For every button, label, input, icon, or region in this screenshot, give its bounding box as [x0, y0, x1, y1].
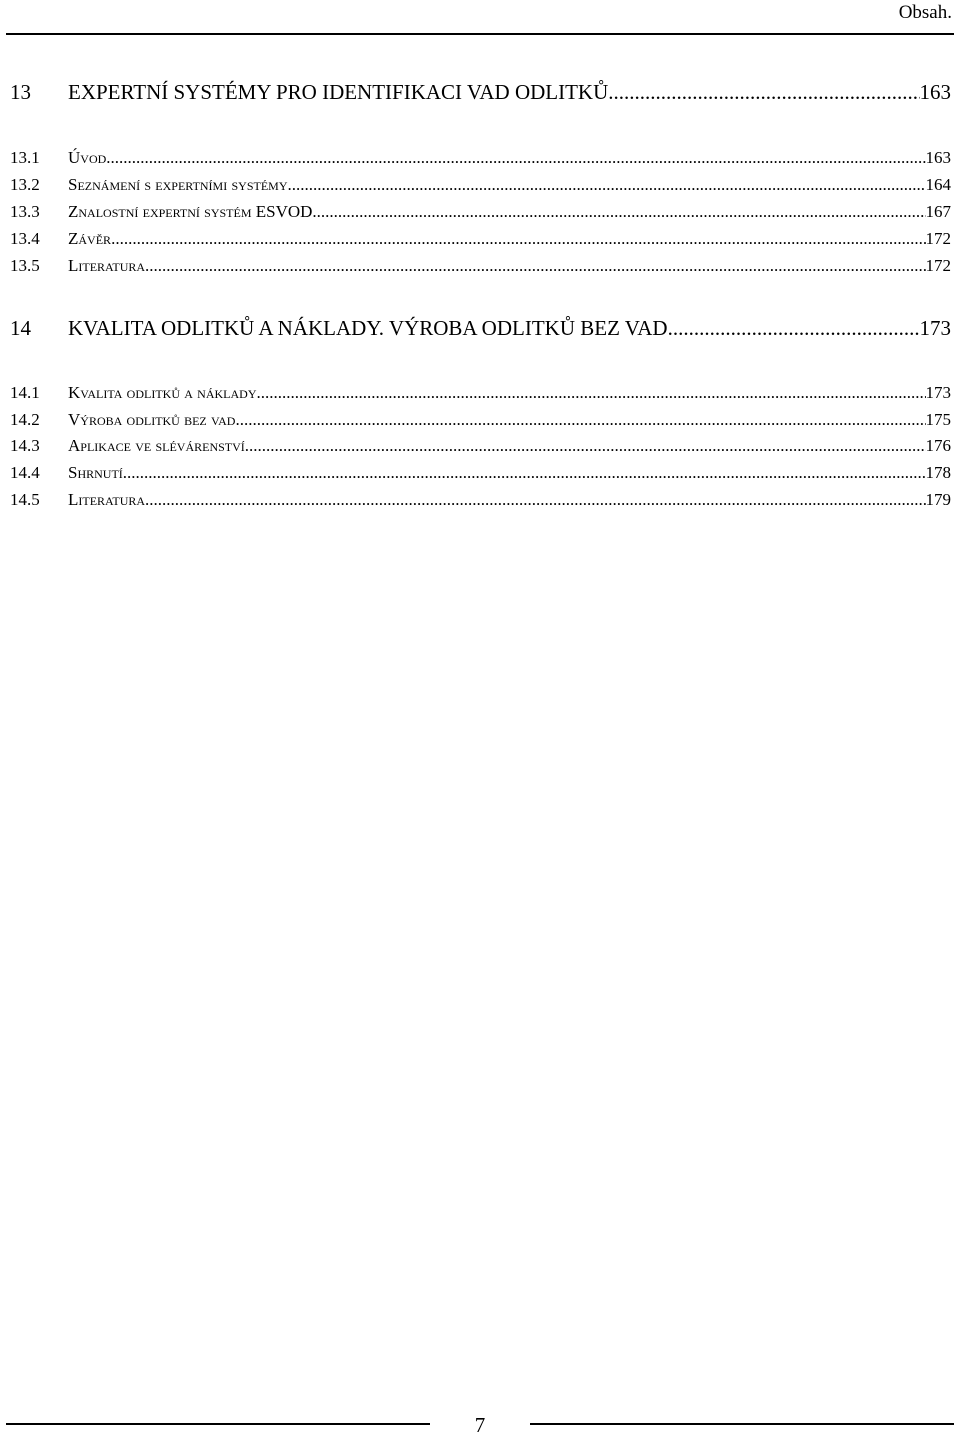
toc-page-number: 179	[925, 490, 951, 509]
toc-section-title: Shrnutí	[68, 463, 123, 482]
toc-section-number: 14.4	[10, 463, 40, 482]
toc-section-14-5[interactable]	[10, 490, 951, 510]
toc-leader-dots	[608, 80, 919, 104]
toc-section-number: 14.3	[10, 436, 40, 455]
toc-chapter-number: 13	[10, 80, 31, 104]
toc-leader-dots	[235, 410, 925, 430]
toc-section-title: Výroba odlitků bez vad	[68, 410, 236, 429]
toc-page-number: 163	[925, 148, 951, 167]
toc-section-title: Literatura	[68, 256, 146, 275]
toc-chapter-title: KVALITA ODLITKŮ A NÁKLADY. VÝROBA ODLITKŮ BEZ VAD	[68, 316, 668, 340]
toc-page-number: 178	[925, 463, 951, 482]
toc-section-title: Závěr	[68, 229, 112, 248]
toc-section-14-1[interactable]	[10, 383, 951, 403]
toc-section-title: Kvalita odlitků a náklady	[68, 383, 257, 402]
toc-leader-dots	[145, 256, 925, 276]
footer-page-number: 7	[474, 1413, 486, 1437]
toc-page-number: 173	[919, 316, 951, 340]
toc-leader-dots	[287, 175, 925, 195]
toc-section-number: 13.4	[10, 229, 40, 248]
toc-section-title: Seznámení s expertními systémy	[68, 175, 288, 194]
toc-section-title: Aplikace ve slévárenství	[68, 436, 245, 455]
toc-page-number: 163	[919, 80, 951, 104]
toc-section-13-1[interactable]	[10, 148, 951, 168]
toc-section-title: Úvod	[68, 148, 107, 167]
toc-page-number: 175	[925, 410, 951, 429]
footer-divider-left	[6, 1423, 430, 1425]
toc-chapter-13[interactable]	[10, 80, 951, 104]
toc-section-title: Literatura	[68, 490, 146, 509]
toc-section-13-3[interactable]	[10, 202, 951, 222]
toc-section-number: 13.1	[10, 148, 40, 167]
toc-chapter-title: EXPERTNÍ SYSTÉMY PRO IDENTIFIKACI VAD ODLITKŮ	[68, 80, 609, 104]
header-divider	[6, 33, 954, 35]
toc-page-number: 176	[925, 436, 951, 455]
toc-section-14-3[interactable]	[10, 436, 951, 456]
running-header: Obsah.	[898, 2, 952, 23]
toc-section-number: 14.5	[10, 490, 40, 509]
toc-leader-dots	[123, 463, 926, 483]
toc-leader-dots	[668, 316, 920, 340]
toc-leader-dots	[106, 148, 925, 168]
toc-section-13-5[interactable]	[10, 256, 951, 276]
toc-leader-dots	[312, 202, 925, 222]
toc-leader-dots	[245, 436, 926, 456]
toc-page-number: 172	[925, 256, 951, 275]
toc-chapter-number: 14	[10, 316, 31, 340]
toc-section-number: 13.5	[10, 256, 40, 275]
footer-divider-right	[530, 1423, 954, 1425]
toc-page-number: 173	[925, 383, 951, 402]
toc-section-number: 13.2	[10, 175, 40, 194]
toc-section-number: 13.3	[10, 202, 40, 221]
toc-page-number: 164	[925, 175, 951, 194]
toc-section-13-2[interactable]	[10, 175, 951, 195]
toc-chapter-14[interactable]	[10, 316, 951, 340]
toc-leader-dots	[145, 490, 925, 510]
toc-section-number: 14.1	[10, 383, 40, 402]
toc-section-number: 14.2	[10, 410, 40, 429]
toc-page-number: 167	[925, 202, 951, 221]
toc-leader-dots	[111, 229, 925, 249]
toc-leader-dots	[257, 383, 926, 403]
toc-section-14-4[interactable]	[10, 463, 951, 483]
toc-section-14-2[interactable]	[10, 410, 951, 430]
toc-page-number: 172	[925, 229, 951, 248]
toc-section-title: Znalostní expertní systém ESVOD	[68, 202, 313, 221]
toc-section-13-4[interactable]	[10, 229, 951, 249]
